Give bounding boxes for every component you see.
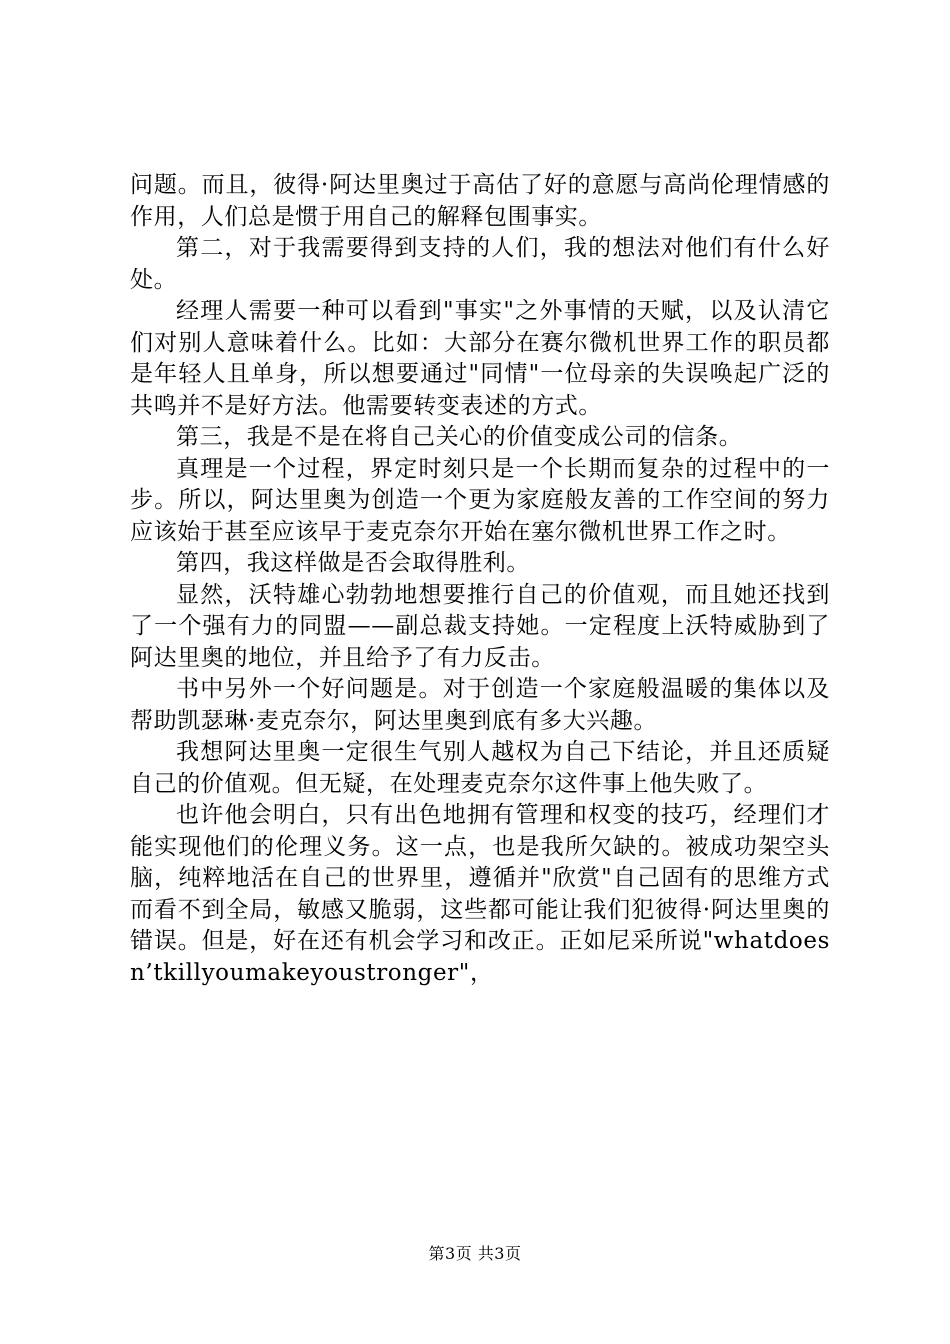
- paragraph-second-point: 第二，对于我需要得到支持的人们，我的想法对他们有什么好处。: [130, 235, 830, 293]
- paragraph-fourth-point: 第四，我这样做是否会取得胜利。: [176, 550, 530, 576]
- paragraph: 我想阿达里奥一定很生气别人越权为自己下结论，并且还质疑自己的价值观。但无疑，在处理麦克奈尔这件事上他失败了。: [130, 739, 830, 797]
- document-body: [130, 170, 830, 989]
- page-number-footer: 第3页 共3页: [428, 1244, 522, 1263]
- paragraph-third-point: 第三，我是不是在将自己关心的价值变成公司的信条。: [176, 424, 743, 450]
- paragraph-continued: 问题。而且，彼得·阿达里奥过于高估了好的意愿与高尚伦理情感的作用，人们总是惯于用自己的解释包围事实。: [130, 172, 830, 230]
- paragraph: 显然，沃特雄心勃勃地想要推行自己的价值观，而且她还找到了一个强有力的同盟——副总裁支持她。一定程度上沃特威胁到了阿达里奥的地位，并且给予了有力反击。: [130, 581, 830, 671]
- paragraph: 也许他会明白，只有出色地拥有管理和权变的技巧，经理们才能实现他们的伦理义务。这一点，也是我所欠缺的。被成功架空头脑，纯粹地活在自己的世界里，遵循并"欣赏"自己固有的思维方式而看不到全局，敏感又脆弱，这些都可能让我们犯彼得·阿达里奥的错误。但是，好在还有机会学习和改正。正如尼采所说"whatdoesn’tkillyoumakeyoustronger"，: [130, 802, 830, 986]
- paragraph: 书中另外一个好问题是。对于创造一个家庭般温暖的集体以及帮助凯瑟琳·麦克奈尔，阿达里奥到底有多大兴趣。: [130, 676, 830, 734]
- paragraph: 经理人需要一种可以看到"事实"之外事情的天赋，以及认清它们对别人意味着什么。比如：大部分在赛尔微机世界工作的职员都是年轻人且单身，所以想要通过"同情"一位母亲的失误唤起广泛的共鸣并不是好方法。他需要转变表述的方式。: [130, 298, 830, 419]
- paragraph: 真理是一个过程，界定时刻只是一个长期而复杂的过程中的一步。所以，阿达里奥为创造一个更为家庭般友善的工作空间的努力应该始于甚至应该早于麦克奈尔开始在塞尔微机世界工作之时。: [130, 455, 830, 545]
